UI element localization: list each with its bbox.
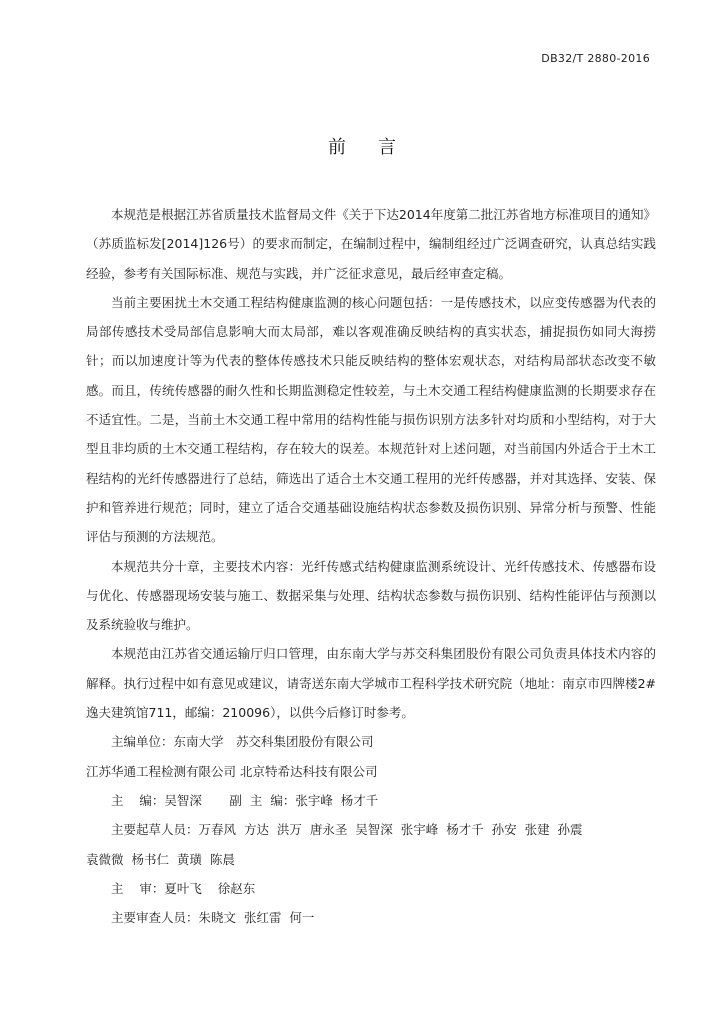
reviewers-label: 主 审： bbox=[111, 880, 165, 896]
paragraph-problems: 当前主要困扰土木交通工程结构健康监测的核心问题包括：一是传感技术，以应变传感器为代表的局部传感技术受局部信息影响大而太局部，难以客观准确反映结构的真实状态，捕捉损伤如同大海捞针；而以加速度计等为代表的整体传感技术只能反映结构的整体宏观状态，对结构局部状态改变不敏感。而且，传统传感器的耐久性和长期监测稳定性较差，与土木交通工程结构健康监测的长期要求存在不适宜性。二是，当前土木交通工程中常用的结构性能与损伤识别方法多针对均质和小型结构，对于大型且非均质的土木交通工程结构，存在较大的误差。本规范针对上述问题，对当前国内外适合于土木工程结构的光纤传感器进行了总结，筛选出了适合土木交通工程用的光纤传感器，并对其选择、安装、保护和管养进行规范；同时，建立了适合交通基础设施结构状态参数及损伤识别、异常分析与预警、性能评估与预测的方法规范。 bbox=[86, 294, 656, 545]
drafters-line bbox=[86, 815, 656, 844]
reviewers: 夏叶飞 徐赵东 bbox=[164, 880, 256, 896]
foreword-body bbox=[86, 200, 656, 932]
paragraph-basis: 本规范是根据江苏省质量技术监督局文件《关于下达2014年度第二批江苏省地方标准项目的通知》（苏质监标发[2014]126号）的要求而制定，在编制过程中，编制组经过广泛调查研究，认真总结实践经验，参考有关国际标准、规范与实践，并广泛征求意见，最后经审查定稿。 bbox=[86, 207, 656, 281]
chief-editor: 吴智深 bbox=[164, 792, 202, 808]
drafters-continued-line bbox=[86, 845, 656, 874]
participating-units: 江苏华通工程检测有限公司 北京特希达科技有限公司 bbox=[86, 763, 378, 779]
chief-unit-2: 苏交科集团股份有限公司 bbox=[236, 734, 374, 750]
chief-units-label: 主编单位： bbox=[111, 734, 174, 750]
drafters-list-1: 万春风 方达 洪万 唐永圣 吴智深 张宇峰 杨才千 孙安 张建 孙震 bbox=[198, 822, 583, 838]
main-reviewers-label: 主要审查人员： bbox=[111, 910, 199, 926]
page-title: 前言 bbox=[328, 137, 428, 158]
drafters-list-2: 袁微微 杨书仁 黄璜 陈晨 bbox=[86, 851, 235, 867]
editors-line bbox=[86, 786, 656, 815]
chief-unit-1: 东南大学 bbox=[173, 734, 224, 750]
chief-units-line bbox=[86, 727, 656, 756]
main-reviewers-line bbox=[86, 903, 656, 932]
standard-code: DB32/T 2880-2016 bbox=[541, 52, 650, 65]
chief-editor-label: 主 编： bbox=[111, 792, 165, 808]
reviewers-line bbox=[86, 874, 656, 903]
deputy-editor-label: 副 主 编： bbox=[229, 792, 296, 808]
deputy-editors: 张宇峰 杨才千 bbox=[295, 792, 379, 808]
paragraph-contents: 本规范共分十章，主要技术内容：光纤传感式结构健康监测系统设计、光纤传感技术、传感器布设与优化、传感器现场安装与施工、数据采集与处理、结构状态参数与损伤识别、结构性能评估与预测以及系统验收与维护。 bbox=[86, 558, 656, 633]
drafters-label: 主要起草人员： bbox=[111, 822, 199, 838]
main-reviewers: 朱晓文 张红雷 何一 bbox=[198, 910, 315, 926]
paragraph-management: 本规范由江苏省交通运输厅归口管理，由东南大学与苏交科集团股份有限公司负责具体技术内容的解释。执行过程中如有意见或建议，请寄送东南大学城市工程科学技术研究院（地址：南京市四牌楼2#逸夫建筑馆711，邮编：210096），以供今后修订时参考。 bbox=[86, 646, 656, 721]
personnel-list bbox=[86, 727, 656, 932]
participating-units-line bbox=[86, 757, 656, 786]
